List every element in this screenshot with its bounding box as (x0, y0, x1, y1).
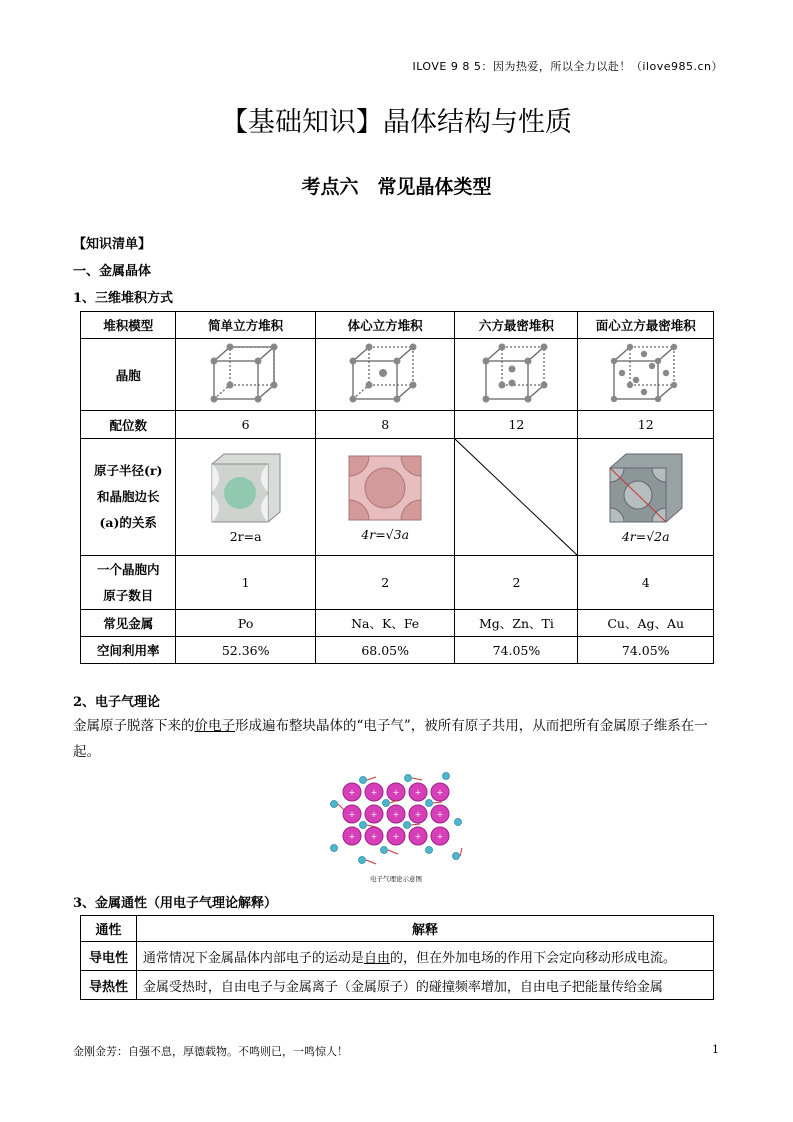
svg-text:+: + (436, 788, 444, 797)
svg-text:+: + (348, 810, 356, 819)
page-subtitle: 考点六 常见晶体类型 (301, 176, 492, 198)
electron-gas-diagram-icon (326, 772, 466, 870)
metal-value: Na、K、Fe (315, 610, 455, 637)
property-name: 导热性 (81, 971, 137, 1000)
explanation-text: 金属受热时，自由电子与金属离子（金属原子）的碰撞频率增加，自由电子把能量传给金属 (142, 979, 663, 995)
property-name: 导电性 (81, 942, 137, 971)
svg-text:+: + (414, 810, 422, 819)
metal-value: Cu、Ag、Au (578, 610, 714, 637)
svg-text:+: + (348, 788, 356, 797)
page-title: 【基础知识】晶体结构与性质 (221, 107, 572, 138)
explanation-text: 通常情况下金属晶体内部电子的运动是 (142, 950, 364, 966)
header-simple-cubic: 简单立方堆积 (176, 312, 316, 339)
coord-value: 6 (176, 411, 316, 439)
simple-cubic-cell-icon (206, 341, 286, 405)
count-label (81, 556, 176, 610)
rate-value: 74.05% (578, 637, 714, 664)
svg-text:+: + (392, 810, 400, 819)
property-table (80, 915, 714, 1000)
relation-label-line: 原子半径(r) (93, 463, 163, 478)
electron-gas-text: 金属原子脱落下来的 (73, 718, 195, 734)
stacking-heading: 1、三维堆积方式 (73, 291, 174, 306)
knowledge-list-heading: 【知识清单】 (73, 237, 152, 252)
metal-crystal-heading: 一、金属晶体 (73, 264, 152, 279)
free-term: 自由 (363, 950, 390, 966)
relation-bcc (315, 439, 455, 556)
figure-caption: 电子气理论示意图 (370, 875, 422, 883)
relation-label-line: 和晶胞边长 (96, 489, 160, 504)
metal-value: Po (176, 610, 316, 637)
count-value: 2 (315, 556, 455, 610)
property-explanation (136, 942, 713, 971)
count-value: 4 (578, 556, 714, 610)
bcc-packing-icon (345, 452, 425, 524)
coord-label: 配位数 (81, 411, 176, 439)
relation-label (81, 439, 176, 556)
valence-electron-term: 价电子 (194, 718, 235, 734)
metal-value: Mg、Zn、Ti (455, 610, 578, 637)
metal-label: 常见金属 (81, 610, 176, 637)
electron-gas-text: 形成遍布整块晶体的“电子气”，被所有原子共用，从而把所有金属原子维系在一 (235, 718, 708, 734)
electron-gas-text: 起。 (73, 744, 100, 760)
rate-value: 74.05% (455, 637, 578, 664)
simple-cubic-cell (176, 339, 316, 411)
svg-text:+: + (414, 788, 422, 797)
conductivity-heading: 3、金属通性（用电子气理论解释） (73, 896, 278, 911)
count-value: 1 (176, 556, 316, 610)
coord-value: 12 (455, 411, 578, 439)
count-value: 2 (455, 556, 578, 610)
header-property: 通性 (81, 916, 137, 942)
electron-gas-heading: 2、电子气理论 (73, 695, 161, 710)
svg-text:+: + (370, 832, 378, 841)
relation-fcc (578, 439, 714, 556)
property-explanation (136, 971, 713, 1000)
header-fcc: 面心立方最密堆积 (578, 312, 714, 339)
diagonal-slash-icon (455, 439, 577, 555)
electron-gas-paragraph (73, 713, 723, 765)
relation-text: 4r=√2a (621, 529, 670, 544)
svg-text:+: + (436, 810, 444, 819)
svg-text:+: + (370, 788, 378, 797)
bcc-cell-icon (345, 341, 425, 405)
hcp-cell-icon (476, 341, 556, 405)
simple-cubic-packing-icon (208, 450, 284, 526)
header-tag: ILOVE 9 8 5：因为热爱，所以全力以赴！（ilove985.cn） (412, 60, 723, 73)
svg-text:+: + (348, 832, 356, 841)
relation-hcp-empty (455, 439, 578, 556)
svg-text:+: + (392, 788, 400, 797)
rate-value: 52.36% (176, 637, 316, 664)
svg-text:+: + (392, 832, 400, 841)
svg-text:+: + (370, 810, 378, 819)
svg-text:+: + (414, 832, 422, 841)
coord-value: 8 (315, 411, 455, 439)
relation-text: 2r=a (229, 529, 262, 544)
count-label-line: 一个晶胞内 (96, 561, 160, 577)
explanation-text: 的，但在外加电场的作用下会定向移动形成电流。 (389, 950, 676, 966)
relation-label-line: (a)的关系 (99, 515, 157, 530)
svg-text:+: + (436, 832, 444, 841)
header-model: 堆积模型 (81, 312, 176, 339)
rate-label: 空间利用率 (81, 637, 176, 664)
rate-value: 68.05% (315, 637, 455, 664)
hcp-cell (455, 339, 578, 411)
relation-simple-cubic (176, 439, 316, 556)
stacking-table (80, 311, 714, 664)
fcc-cell (578, 339, 714, 411)
footer-motto: 金刚金芳：自强不息，厚德载物。不鸣则已，一鸣惊人！ (73, 1045, 348, 1058)
fcc-cell-icon (606, 341, 686, 405)
page-number: 1 (712, 1043, 719, 1056)
fcc-packing-icon (606, 450, 686, 526)
header-bcc: 体心立方堆积 (315, 312, 455, 339)
header-hcp: 六方最密堆积 (455, 312, 578, 339)
bcc-cell (315, 339, 455, 411)
cell-label: 晶胞 (81, 339, 176, 411)
count-label-line: 原子数目 (103, 587, 154, 603)
header-explanation: 解释 (136, 916, 713, 942)
coord-value: 12 (578, 411, 714, 439)
electron-gas-figure (326, 772, 466, 882)
relation-text: 4r=√3a (361, 527, 410, 542)
